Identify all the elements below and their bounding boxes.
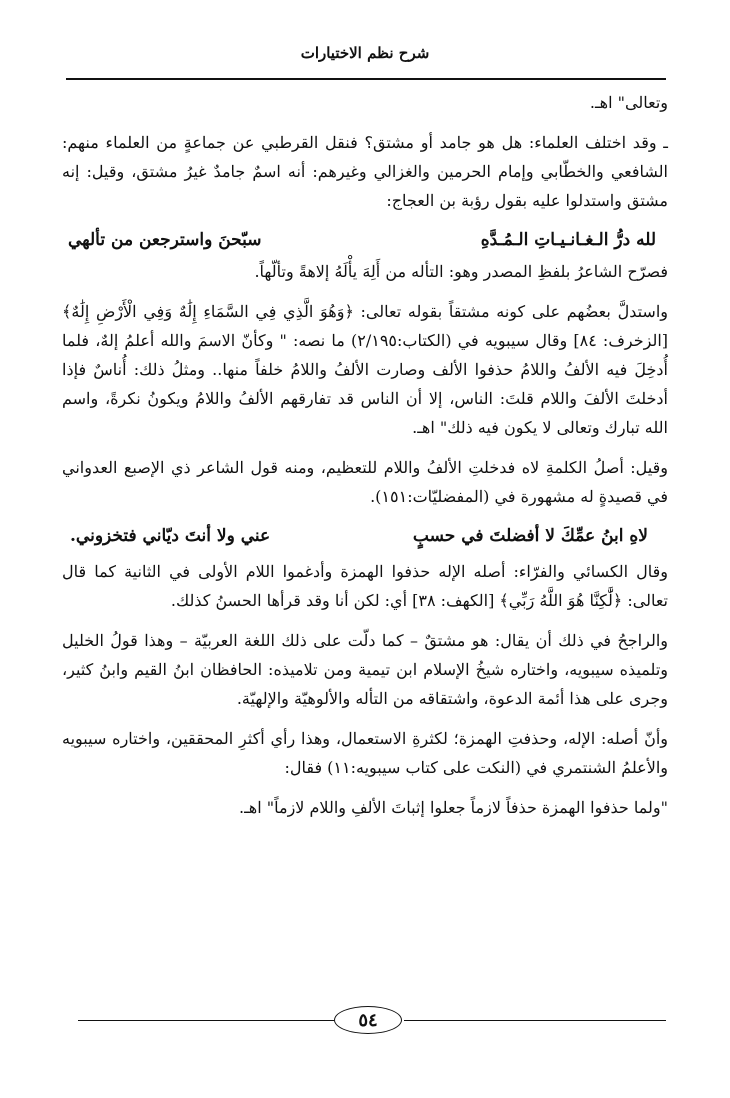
quoted-paragraph: "ولما حذفوا الهمزة حذفاً لازماً جعلوا إثباتَ الألفِ واللام لازماً" اهـ. [239,798,668,817]
page-number: ٥٤ [334,1006,402,1034]
verse-second-hemistich: سبّحنَ واسترجعن من تألهي [68,230,262,250]
paragraph: وقيل: أصلُ الكلمةِ لاه فدخلتِ الألفُ واللام للتعظيم، ومنه قول الشاعر ذي الإصبع العدواني في قصيدةٍ له مشهورة في (المفضليّات:١٥١). [62,458,668,506]
paragraph: والراجحُ في ذلك أن يقال: هو مشتقٌ – كما دلّت على ذلك اللغة العربيّة – وهذا قولُ الخليل وتلميذه سيبويه، واختاره شيخُ الإسلام ابن تيمية ومن تلاميذه: الحافظان ابنُ القيم وابنُ كثير، وجرى على هذا أئمة الدعوة، واشتقاقه من التأله والألوهيّة والإلهيّة. [62,631,669,708]
page-body [62,88,668,833]
running-header-title: شرح نظم الاختيارات [300,44,430,62]
paragraph: وتعالى" اهـ. [589,93,668,112]
paragraph: وأنّ أصله: الإله، وحذفتِ الهمزة؛ لكثرةِ الاستعمال، وهذا رأي أكثرِ المحققين، واختاره سيبويه والأعلمُ الشنتمري في (النكت على كتاب سيبويه:١١) فقال: [62,729,668,777]
verse-first-hemistich: لله درُّ الـغـانـيـاتِ الـمُـدَّهِ [480,230,656,250]
paragraph: وقال الكسائي والفرّاء: أصله الإله حذفوا الهمزة وأدغموا اللام الأولى في الثانية كما قال تعالى: ﴿لَّٰكِنَّا هُوَ اللَّهُ رَبِّي﴾ [الكهف: ٣٨] أي: لكن أنا وقد قرأها الحسنُ كذلك. [62,562,668,610]
paragraph: ـ وقد اختلف العلماء: هل هو جامد أو مشتق؟ فنقل القرطبي عن جماعةٍ من العلماء منهم: الشافعي والخطّابي وإمام الحرمين والغزالي وغيرهم: أنه اسمٌ جامدٌ غيرُ مشتق، وقيل: إنه مشتق واستدلوا عليه بقول رؤبة بن العجاج: [62,133,668,210]
footer-rule-right [404,1020,666,1021]
verse-second-hemistich: عني ولا أنتَ ديّاني فتخزوني. [70,526,271,546]
poetry-verse [62,522,668,551]
header-rule [66,78,666,80]
footer-rule-left [78,1020,334,1021]
poetry-verse [62,226,668,255]
paragraph: واستدلَّ بعضُهم على كونه مشتقاً بقوله تعالى: ﴿وَهُوَ الَّذِي فِي السَّمَاءِ إِلَٰهٌ وَفِي الْأَرْضِ إِلَٰهٌ﴾ [الزخرف: ٨٤] وقال سيبويه في (الكتاب:٢/١٩٥) ما نصه: " وكأنّ الاسمَ والله أعلمُ إلهٌ، فلما أُدخِلَ فيه الألفُ واللامُ حذفوا الألف وصارت الألفُ واللامُ خلفاً منها.. ومثلُ ذلك: أُناسٌ فإذا أدخلتَ الألفَ واللام قلتَ: الناس، إلا أن الناس قد تفارقهم الألفُ واللامُ ويكونُ نكرةً، واسم الله تبارك وتعالى لا يكون فيه ذلك" اهـ. [62,302,669,437]
paragraph: فصرّح الشاعرُ بلفظِ المصدر وهو: التأله من أَلِهَ يأْلَهُ إلاهةً وتألّهاً. [254,262,668,281]
verse-first-hemistich: لاهِ ابنُ عمِّكَ لا أفضلتَ في حسبٍ [412,526,648,546]
